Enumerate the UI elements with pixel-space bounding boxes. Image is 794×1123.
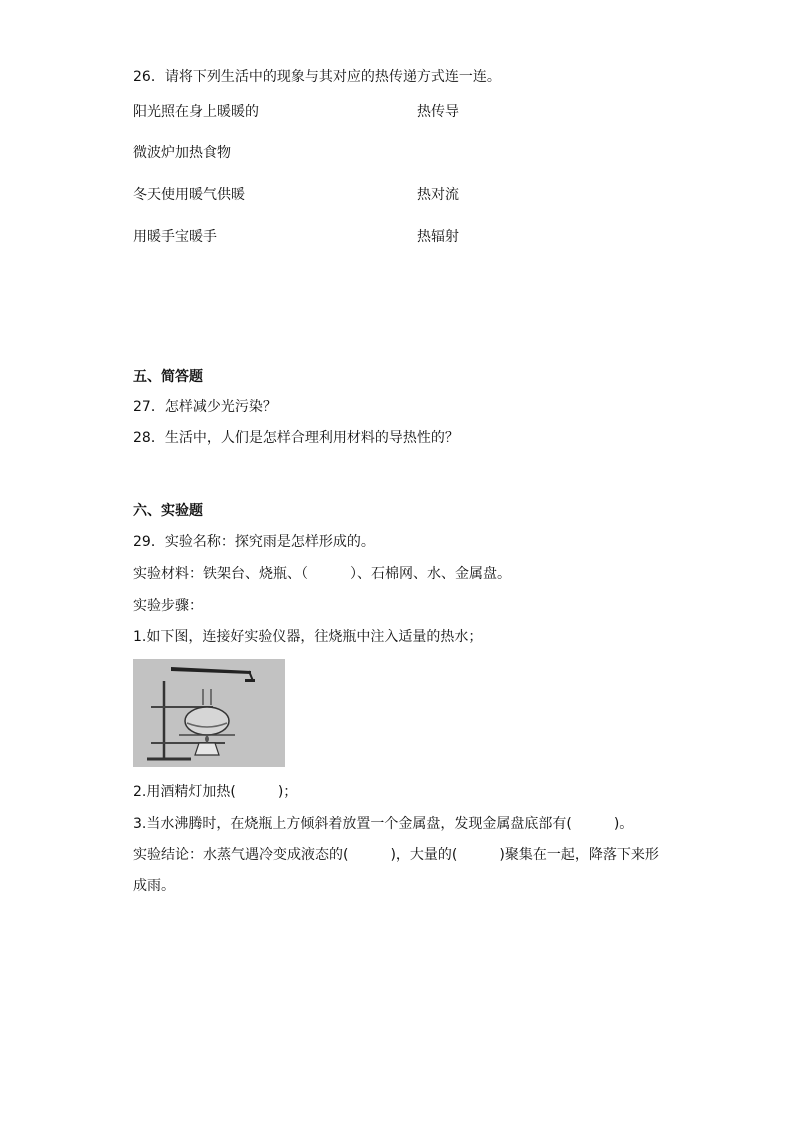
experiment-steps-label: 实验步骤： bbox=[133, 598, 203, 614]
experiment-step-1: 1.如下图，连接好实验仪器，往烧瓶中注入适量的热水； bbox=[133, 629, 483, 645]
apparatus-drawing bbox=[133, 659, 285, 767]
question-26-prompt: 26．请将下列生活中的现象与其对应的热传递方式连一连。 bbox=[133, 69, 501, 85]
method-item: 热对流 bbox=[417, 187, 459, 203]
method-item: 热辐射 bbox=[417, 229, 459, 245]
question-29-name: 29．实验名称：探究雨是怎样形成的。 bbox=[133, 534, 375, 550]
experiment-step-2: 2.用酒精灯加热( )； bbox=[133, 784, 298, 800]
phenomenon-item: 冬天使用暖气供暖 bbox=[133, 187, 245, 203]
phenomenon-item: 微波炉加热食物 bbox=[133, 145, 231, 161]
question-28: 28．生活中，人们是怎样合理利用材料的导热性的？ bbox=[133, 430, 459, 446]
phenomenon-item: 用暖手宝暖手 bbox=[133, 229, 217, 245]
experiment-conclusion-line-1: 实验结论：水蒸气遇冷变成液态的( )，大量的( )聚集在一起，降落下来形 bbox=[133, 847, 659, 863]
method-item: 热传导 bbox=[417, 104, 459, 120]
experiment-apparatus-image bbox=[133, 659, 285, 767]
experiment-materials: 实验材料：铁架台、烧瓶、（ ）、石棉网、水、金属盘。 bbox=[133, 566, 511, 582]
experiment-conclusion-line-2: 成雨。 bbox=[133, 878, 175, 894]
experiment-step-3: 3.当水沸腾时，在烧瓶上方倾斜着放置一个金属盘，发现金属盘底部有( )。 bbox=[133, 816, 634, 832]
question-27: 27．怎样减少光污染？ bbox=[133, 399, 277, 415]
section-5-heading: 五、简答题 bbox=[133, 369, 203, 385]
phenomenon-item: 阳光照在身上暖暖的 bbox=[133, 104, 259, 120]
section-6-heading: 六、实验题 bbox=[133, 503, 203, 519]
